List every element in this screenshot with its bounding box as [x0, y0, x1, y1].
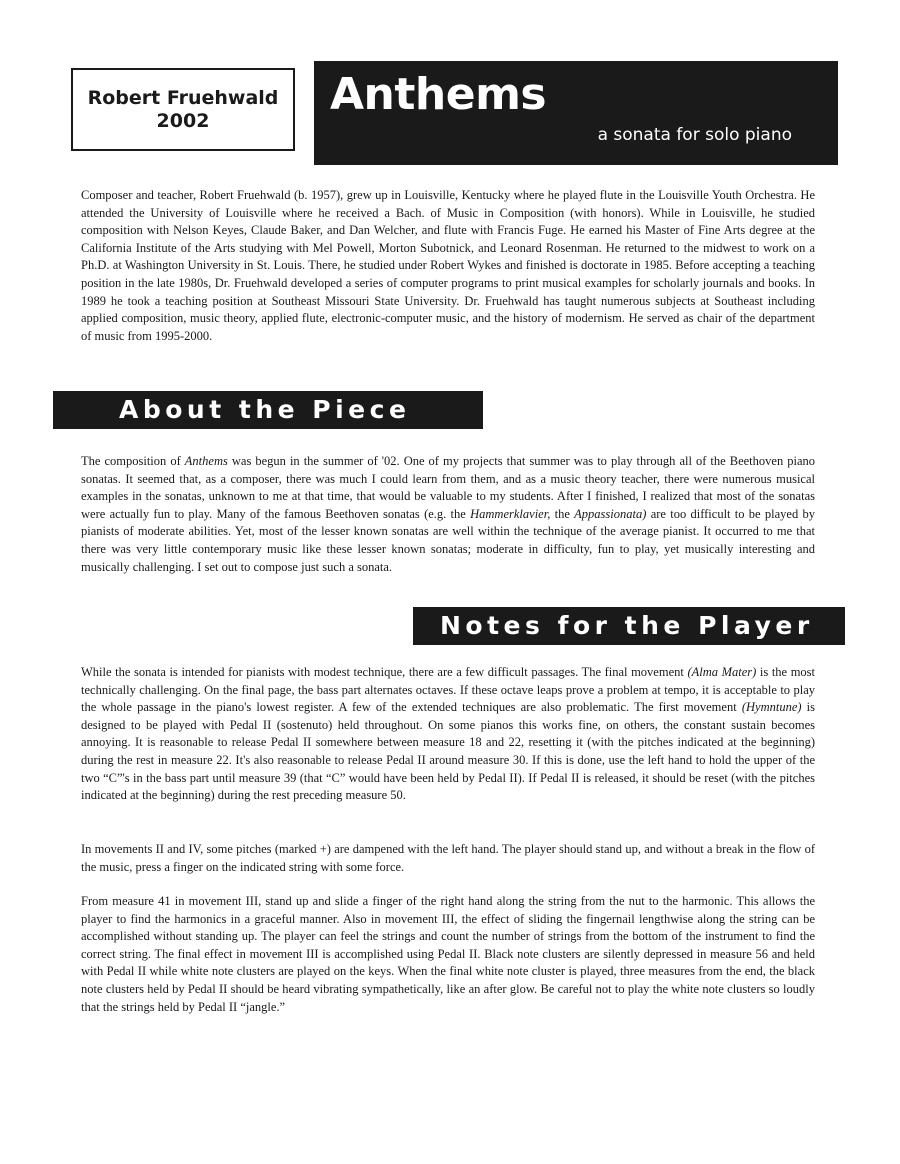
title-banner	[314, 61, 838, 165]
composer-bio: Composer and teacher, Robert Fruehwald (b. 1957), grew up in Louisville, Kentucky where he played flute in the Louisville Youth Orchestra. He attended the University of Louisville where he received a Bach. of Music in Composition (with honors). While in Louisville, he studied composition with Nelson Keyes, Claude Baker, and Dan Welcher, and flute with Francis Fuge. He earned his Master of Fine Arts degree at the California Institute of the Arts studying with Mel Powell, Morton Subotnick, and Leonard Rosenman. He returned to the midwest to work on a Ph.D. at Washington University in St. Louis. There, he studied under Robert Wykes and finished is doctorate in 1985. Before accepting a teaching position in the late 1980s, Dr. Fruehwald developed a series of computer programs to print musical examples for scholarly journals and books. In 1989 he took a teaching position at Southeast Missouri State University. Dr. Fruehwald has taught numerous subjects at Southeast including applied composition, music theory, applied flute, electronic-computer music, and the history of modernism. He served as chair of the department of music from 1995-2000.	[81, 188, 815, 343]
section-heading-about: About the Piece	[53, 391, 483, 429]
composer-name: Robert Fruehwald	[87, 86, 279, 109]
piece-subtitle: a sonata for solo piano	[597, 125, 792, 145]
composer-box	[71, 68, 295, 151]
notes-paragraph-3: From measure 41 in movement III, stand up and slide a finger of the right hand along the string from the nut to the harmonic. This allows the player to find the harmonics in a graceful manner. Also in movement III, the effect of sliding the fingernail lengthwise along the string can be accomplished without standing up. The player can feel the strings and count the number of strings from the bottom of the instrument to find the correct string. The final effect in movement III is accomplished using Pedal II. Black note clusters are silently depressed in measure 56 and held with Pedal II while white note clusters are played on the keys. When the final white note cluster is played, three measures from the end, the black note clusters held by Pedal II should be heard vibrating sympathetically, like an after glow. Be careful not to play the white note clusters so loudly that the strings held by Pedal II “jangle.”	[81, 894, 815, 1014]
notes-paragraph-2: In movements II and IV, some pitches (marked +) are dampened with the left hand. The player should stand up, and without a break in the flow of the music, press a finger on the indicated string with some force.	[81, 842, 815, 874]
section-heading-notes: Notes for the Player	[413, 607, 845, 645]
piece-title: Anthems	[330, 69, 547, 120]
about-paragraph: The composition of Anthems was begun in the summer of '02. One of my projects that summer was to play through all of the Beethoven piano sonatas. It seemed that, as a composer, there was much I could learn from them, and as a music theory teacher, there were numerous musical examples in the sonatas, unknown to me at that time, that would be valuable to my students. After I finished, I realized that most of the sonatas were actually fun to play. Many of the famous Beethoven sonatas (e.g. the Hammerklavier, the Appassionata) are too difficult to be played by pianists of moderate abilities. Yet, most of the lesser known sonatas are well within the technique of the average pianist. It occurred to me that there was very little contemporary music like these lesser known sonatas; moderate in difficulty, fun to play, yet musically interesting and musically challenging. I set out to compose just such a sonata.	[81, 454, 816, 574]
composition-year: 2002	[156, 109, 210, 132]
notes-paragraph-1: While the sonata is intended for pianists with modest technique, there are a few difficult passages. The final movement (Alma Mater) is the most technically challenging. On the final page, the bass part alternates octaves. If these octave leaps prove a problem at tempo, it is acceptable to play the whole passage in the piano's lowest register. A few of the extended techniques are also problematic. The first movement (Hymntune) is designed to be played with Pedal II (sostenuto) held throughout. On some pianos this works fine, on others, the constant sustain becomes annoying. It is reasonable to release Pedal II somewhere between measure 18 and 22, resetting it (with the pitches indicated at the beginning) during the rest in measure 22. It's also reasonable to release Pedal II around measure 30. If this is done, use the left hand to hold the upper of the two “C”'s in the bass part until measure 39 (that “C” would have been held by Pedal II). If Pedal II is released, it should be reset (with the pitches indicated at the beginning) during the rest preceding measure 50.	[81, 665, 816, 803]
